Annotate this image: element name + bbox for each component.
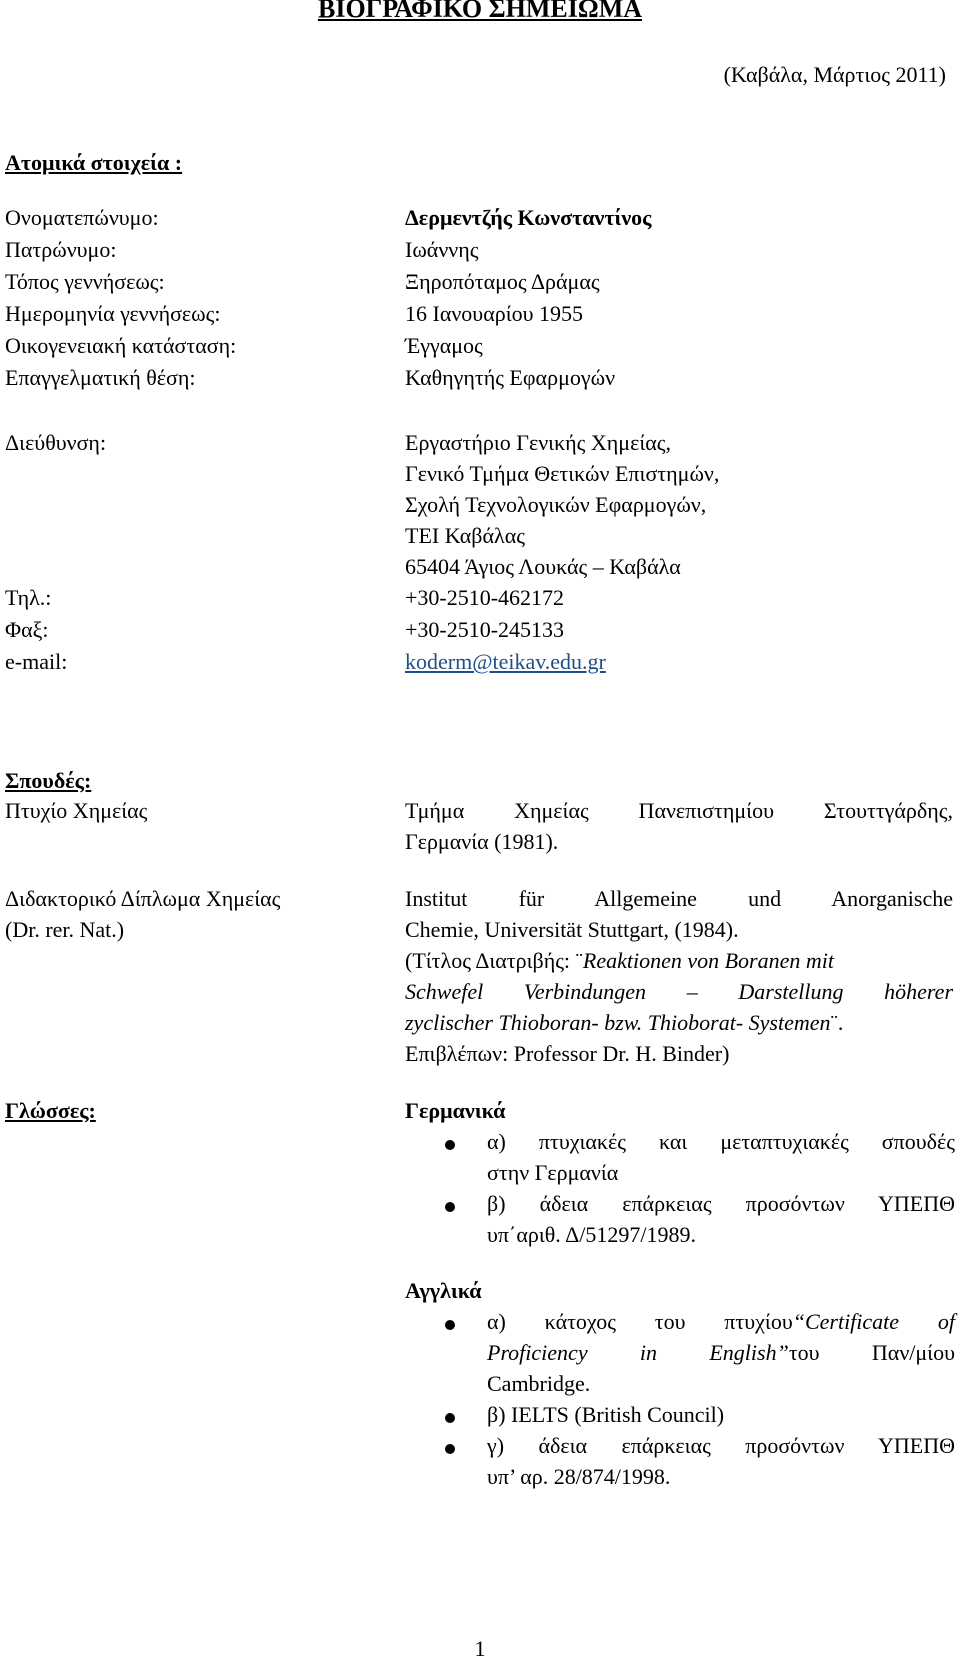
english-item-line: β) IELTS (British Council) (487, 1402, 725, 1427)
tel-label: Τηλ.: (5, 585, 52, 610)
english-title: Αγγλικά (405, 1278, 482, 1303)
fax-value: +30-2510-245133 (405, 617, 565, 642)
address-line: 65404 Άγιος Λουκάς – Καβάλα (405, 554, 681, 579)
address-line: Γενικό Τμήμα Θετικών Επιστημών, (405, 461, 720, 486)
english-item-line (487, 1309, 955, 1335)
document-title: ΒΙΟΓΡΑΦΙΚΟ ΣΗΜΕΙΩΜΑ (317, 0, 643, 23)
place-date: (Καβάλα, Μάρτιος 2011) (723, 62, 946, 87)
birthdate-value: 16 Ιανουαρίου 1955 (405, 301, 584, 326)
degree-line: Τμήμα Χημείας Πανεπιστημίου Στουττγάρδης, (405, 798, 953, 823)
father-name-label: Πατρώνυμο: (5, 237, 117, 262)
name-value: Δερμεντζής Κωνσταντίνος (405, 205, 652, 230)
phd-label: Διδακτορικό Δίπλωμα Χημείας (5, 886, 281, 911)
certificate-name: “Certificate of (792, 1309, 955, 1334)
tel-value: +30-2510-462172 (405, 585, 565, 610)
marital-status-value: Έγγαμος (405, 333, 483, 358)
phd-title-line (405, 979, 953, 1005)
degree-label: Πτυχίο Χημείας (5, 798, 148, 823)
birthplace-label: Τόπος γεννήσεως: (5, 269, 165, 294)
bullet-icon (445, 1202, 455, 1212)
phd-title-line (405, 1010, 843, 1036)
fax-label: Φαξ: (5, 617, 49, 642)
phd-label: (Dr. rer. Nat.) (5, 917, 125, 942)
english-item-line: γ) άδεια επάρκειας προσόντων ΥΠΕΠΘ (487, 1433, 955, 1458)
position-label: Επαγγελματική θέση: (5, 365, 196, 390)
german-item-line: στην Γερμανία (487, 1160, 619, 1185)
bullet-icon (445, 1320, 455, 1330)
phd-title-italic: Reaktionen von Boranen mit (582, 948, 834, 973)
address-line: Σχολή Τεχνολογικών Εφαρμογών, (405, 492, 707, 517)
studies-heading: Σπουδές: (5, 768, 92, 793)
german-item-line: β) άδεια επάρκειας προσόντων ΥΠΕΠΘ (487, 1191, 955, 1216)
email-link[interactable]: koderm@teikav.edu.gr (405, 649, 606, 674)
phd-title-suffix: ¨. (830, 1010, 844, 1035)
english-item-text: του Παν/μίου (788, 1340, 955, 1365)
english-item-line: Cambridge. (487, 1371, 591, 1396)
phd-title-italic: Schwefel Verbindungen – Darstellung höherer (405, 979, 953, 1004)
marital-status-label: Οικογενειακή κατάσταση: (5, 333, 237, 358)
page-number: 1 (474, 1636, 486, 1661)
position-value: Καθηγητής Εφαρμογών (405, 365, 616, 390)
address-line: Εργαστήριο Γενικής Χημείας, (405, 430, 671, 455)
english-item-line (487, 1340, 955, 1366)
birthplace-value: Ξηροπόταμος Δράμας (405, 269, 600, 294)
address-label: Διεύθυνση: (5, 430, 107, 455)
phd-title-line (405, 948, 834, 974)
english-item-text: α) κάτοχος του πτυχίου (487, 1309, 793, 1334)
birthdate-label: Ημερομηνία γεννήσεως: (5, 301, 221, 326)
certificate-name: Proficiency in English” (487, 1340, 789, 1365)
phd-title-italic: zyclischer Thioboran- bzw. Thioborat- Systemen (405, 1010, 831, 1035)
phd-line: Chemie, Universität Stuttgart, (1984). (405, 917, 739, 942)
address-line: ΤΕΙ Καβάλας (405, 523, 525, 548)
phd-supervisor: Επιβλέπων: Professor Dr. H. Binder) (405, 1041, 730, 1066)
phd-line: Institut für Allgemeine und Anorganische (405, 886, 953, 911)
english-item-line: υπ’ αρ. 28/874/1998. (487, 1464, 671, 1489)
father-name-value: Ιωάννης (405, 237, 479, 262)
personal-heading: Ατομικά στοιχεία : (5, 150, 183, 175)
languages-heading: Γλώσσες: (5, 1098, 96, 1123)
german-item-line: α) πτυχιακές και μεταπτυχιακές σπουδές (487, 1129, 955, 1154)
email-label: e-mail: (5, 649, 68, 674)
bullet-icon (445, 1140, 455, 1150)
german-title: Γερμανικά (405, 1098, 506, 1123)
bullet-icon (445, 1413, 455, 1423)
name-label: Ονοματεπώνυμο: (5, 205, 159, 230)
degree-line: Γερμανία (1981). (405, 829, 559, 854)
bullet-icon (445, 1444, 455, 1454)
phd-title-prefix: (Τίτλος Διατριβής: ¨ (405, 948, 583, 973)
german-item-line: υπ΄αριθ. Δ/51297/1989. (487, 1222, 696, 1247)
